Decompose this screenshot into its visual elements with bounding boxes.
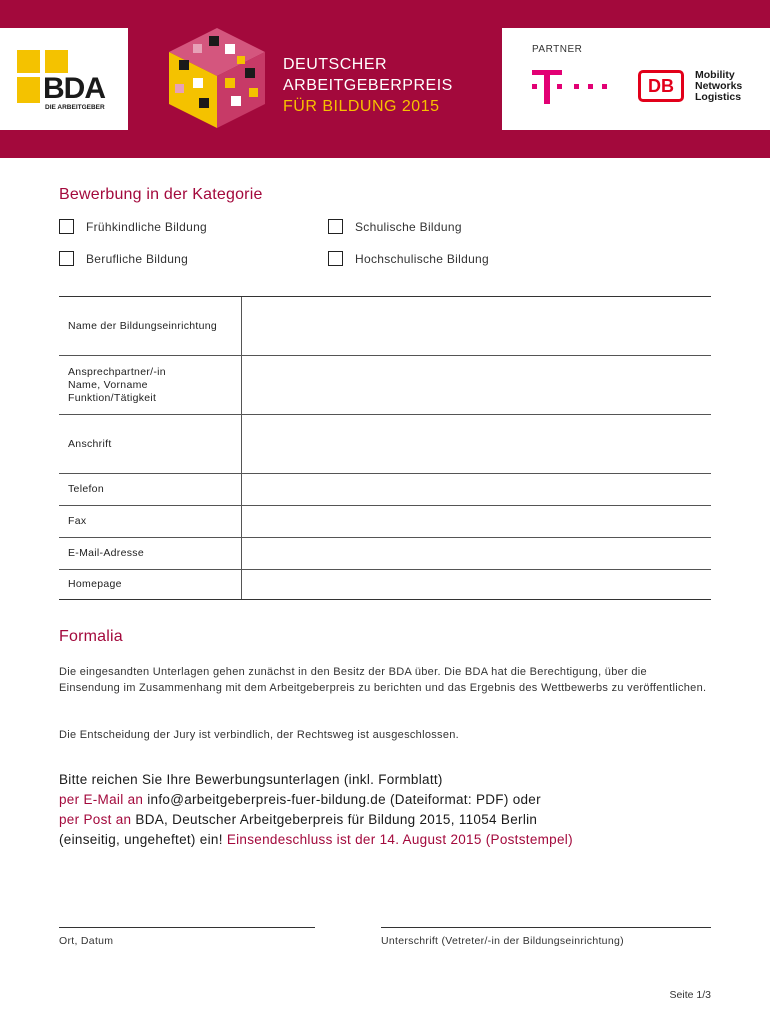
field-input-contact[interactable]	[242, 356, 711, 414]
db-tagline-line1: Mobility	[695, 69, 735, 81]
field-label-contact-line3: Funktion/Tätigkeit	[68, 391, 157, 404]
db-tagline-line3: Logistics	[695, 91, 742, 103]
post-details: BDA, Deutscher Arbeitgeberpreis für Bildung 2015, 11054 Berlin	[131, 812, 538, 827]
bda-logo-text: BDA	[43, 72, 105, 105]
field-input-name[interactable]	[242, 297, 711, 355]
award-title	[283, 54, 453, 117]
bda-logo	[0, 28, 128, 130]
form-row-fax	[59, 506, 711, 538]
email-details: info@arbeitgeberpreis-fuer-bildung.de (Dateiformat: PDF) oder	[143, 792, 541, 807]
formalia-heading: Formalia	[59, 628, 123, 645]
checkbox-box[interactable]	[59, 219, 74, 234]
submission-line-2	[59, 790, 719, 810]
email-prefix: per E-Mail an	[59, 792, 144, 807]
award-title-line2: ARBEITGEBERPREIS	[283, 77, 453, 94]
field-input-email[interactable]	[242, 538, 711, 569]
field-label-phone: Telefon	[59, 474, 242, 505]
field-input-phone[interactable]	[242, 474, 711, 505]
submission-line-4	[59, 830, 719, 850]
form-row-name	[59, 297, 711, 356]
submission-deadline: Einsendeschluss ist der 14. August 2015 (Poststempel)	[226, 832, 573, 847]
form-row-contact	[59, 356, 711, 415]
partner-label: PARTNER	[532, 44, 583, 55]
db-tagline	[695, 70, 742, 103]
db-logo: DB	[638, 70, 684, 102]
partner-box	[502, 28, 770, 130]
checkbox-label: Berufliche Bildung	[86, 251, 189, 266]
post-prefix: per Post an	[59, 812, 132, 827]
submission-format: (einseitig, ungeheftet) ein!	[59, 832, 227, 847]
place-date-line[interactable]	[59, 927, 315, 928]
checkbox-schulische-bildung[interactable]	[328, 219, 462, 234]
checkbox-box[interactable]	[328, 251, 343, 266]
checkbox-box[interactable]	[328, 219, 343, 234]
award-cube-logo	[165, 26, 269, 130]
formalia-paragraph-1: Die eingesandten Unterlagen gehen zunächst in den Besitz der BDA über. Die BDA hat die Berechtigung, über die Einsendung im Zusammenhang mit dem Arbeitgeberpreis zu berichten und das Ergebnis des Wettbewerbs zu veröffentlichen.	[59, 666, 707, 694]
signature-line[interactable]	[381, 927, 711, 928]
form-row-phone	[59, 474, 711, 506]
field-label-email: E-Mail-Adresse	[59, 538, 242, 569]
application-form-table	[59, 296, 711, 600]
field-label-homepage: Homepage	[59, 570, 242, 599]
checkbox-label: Frühkindliche Bildung	[86, 219, 208, 234]
field-label-contact-line1: Ansprechpartner/-in	[68, 365, 166, 378]
award-title-line3: FÜR BILDUNG 2015	[283, 98, 440, 115]
checkbox-label: Hochschulische Bildung	[355, 251, 490, 266]
db-tagline-line2: Networks	[695, 80, 743, 92]
field-label-fax: Fax	[59, 506, 242, 537]
formalia-paragraph-2: Die Entscheidung der Jury ist verbindlich, der Rechtsweg ist ausgeschlossen.	[59, 729, 460, 741]
telekom-logo	[532, 70, 612, 106]
signature-label: Unterschrift (Vetreter/-in der Bildungseinrichtung)	[381, 935, 624, 947]
kategorie-heading: Bewerbung in der Kategorie	[59, 186, 263, 203]
checkbox-box[interactable]	[59, 251, 74, 266]
form-row-email	[59, 538, 711, 570]
bda-logo-subtitle: DIE ARBEITGEBER	[45, 104, 105, 111]
checkbox-fruehkindliche-bildung[interactable]	[59, 219, 207, 234]
form-row-homepage	[59, 570, 711, 599]
form-row-address	[59, 415, 711, 474]
field-label-contact	[59, 356, 242, 414]
award-title-line1: DEUTSCHER	[283, 56, 388, 73]
field-label-address: Anschrift	[59, 415, 242, 473]
checkbox-label: Schulische Bildung	[355, 219, 462, 234]
field-input-address[interactable]	[242, 415, 711, 473]
submission-line-3	[59, 810, 719, 830]
submission-line-1: Bitte reichen Sie Ihre Bewerbungsunterlagen (inkl. Formblatt)	[59, 772, 443, 787]
field-input-fax[interactable]	[242, 506, 711, 537]
place-date-label: Ort, Datum	[59, 935, 114, 947]
checkbox-berufliche-bildung[interactable]	[59, 251, 188, 266]
submission-instructions	[59, 770, 719, 850]
header-banner	[0, 0, 770, 158]
field-label-name: Name der Bildungseinrichtung	[59, 297, 242, 355]
field-input-homepage[interactable]	[242, 570, 711, 599]
field-label-contact-line2: Name, Vorname	[68, 378, 148, 391]
checkbox-hochschulische-bildung[interactable]	[328, 251, 489, 266]
page-number: Seite 1/3	[669, 989, 711, 1001]
